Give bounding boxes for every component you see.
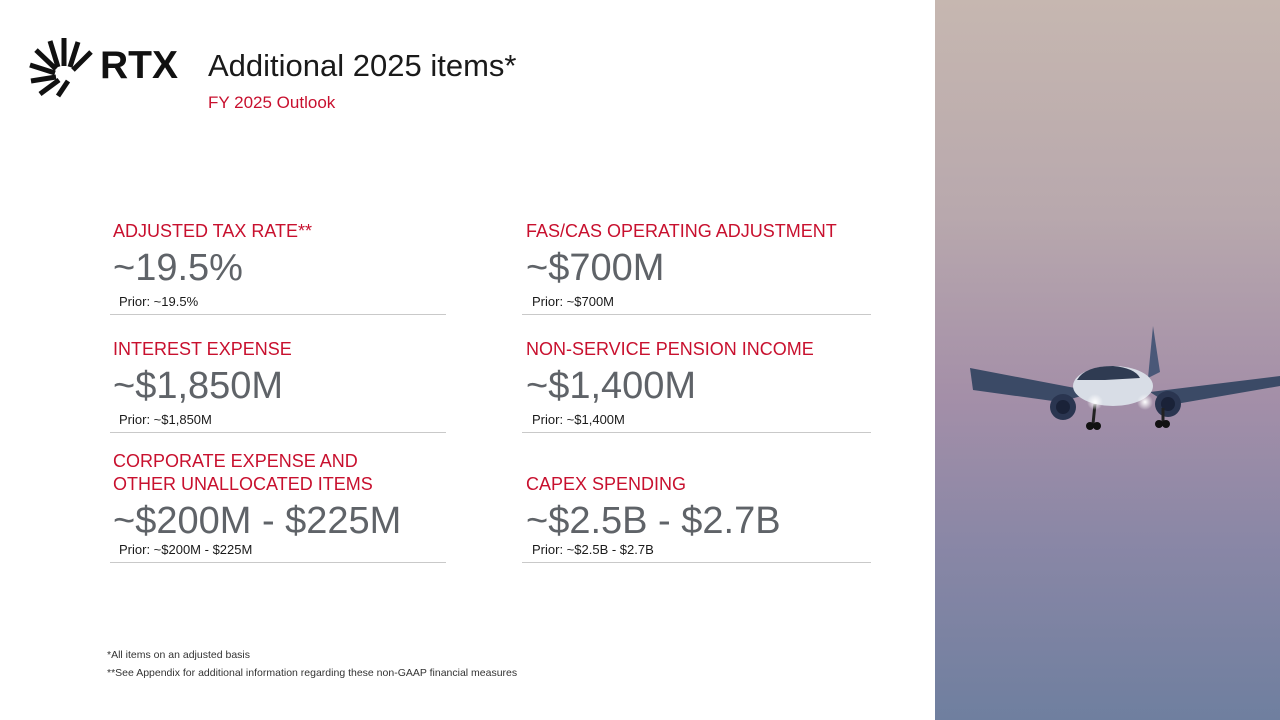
metric-value: ~$1,400M — [526, 365, 697, 407]
metric-prior: Prior: ~$1,850M — [119, 412, 212, 427]
metric-prior: Prior: ~$200M - $225M — [119, 542, 253, 557]
metric-prior: Prior: ~19.5% — [119, 294, 199, 309]
metric-label-line-1: CORPORATE EXPENSE AND — [113, 451, 358, 471]
divider — [522, 562, 871, 563]
metric-label: FAS/CAS OPERATING ADJUSTMENT — [526, 221, 837, 241]
metric-value: ~$700M — [526, 247, 665, 289]
metric-label: INTEREST EXPENSE — [113, 339, 292, 359]
metric-prior: Prior: ~$2.5B - $2.7B — [532, 542, 654, 557]
metric-adjusted-tax-rate — [113, 220, 312, 310]
divider — [110, 562, 446, 563]
page-title: Additional 2025 items* — [208, 48, 517, 83]
metric-corporate-expense — [113, 450, 401, 558]
metric-interest-expense — [113, 338, 292, 428]
divider — [522, 432, 871, 433]
metric-label: NON-SERVICE PENSION INCOME — [526, 339, 814, 359]
divider — [110, 432, 446, 433]
divider — [522, 314, 871, 315]
metric-label: ADJUSTED TAX RATE** — [113, 221, 313, 241]
metric-fas-cas-adjustment — [526, 220, 837, 310]
metric-value: ~$2.5B - $2.7B — [526, 500, 781, 542]
airplane-landing-photo — [935, 0, 1280, 720]
metric-prior: Prior: ~$700M — [532, 294, 615, 309]
footnote-non-gaap: **See Appendix for additional information regarding these non-GAAP financial measures — [107, 667, 518, 679]
metric-capex-spending — [526, 473, 781, 558]
footnote-adjusted-basis: *All items on an adjusted basis — [107, 649, 250, 661]
divider — [110, 314, 446, 315]
rtx-sunburst-logo-icon — [28, 36, 100, 98]
metric-label-line-2: OTHER UNALLOCATED ITEMS — [113, 474, 373, 494]
page-subtitle: FY 2025 Outlook — [208, 93, 336, 112]
metric-value: ~19.5% — [113, 247, 243, 289]
metric-prior: Prior: ~$1,400M — [532, 412, 625, 427]
metric-value: ~$1,850M — [113, 365, 284, 407]
metric-pension-income — [526, 338, 814, 428]
metric-value: ~$200M - $225M — [113, 500, 402, 542]
metric-label: CAPEX SPENDING — [526, 474, 687, 494]
logo-wordmark: RTX — [100, 44, 178, 87]
